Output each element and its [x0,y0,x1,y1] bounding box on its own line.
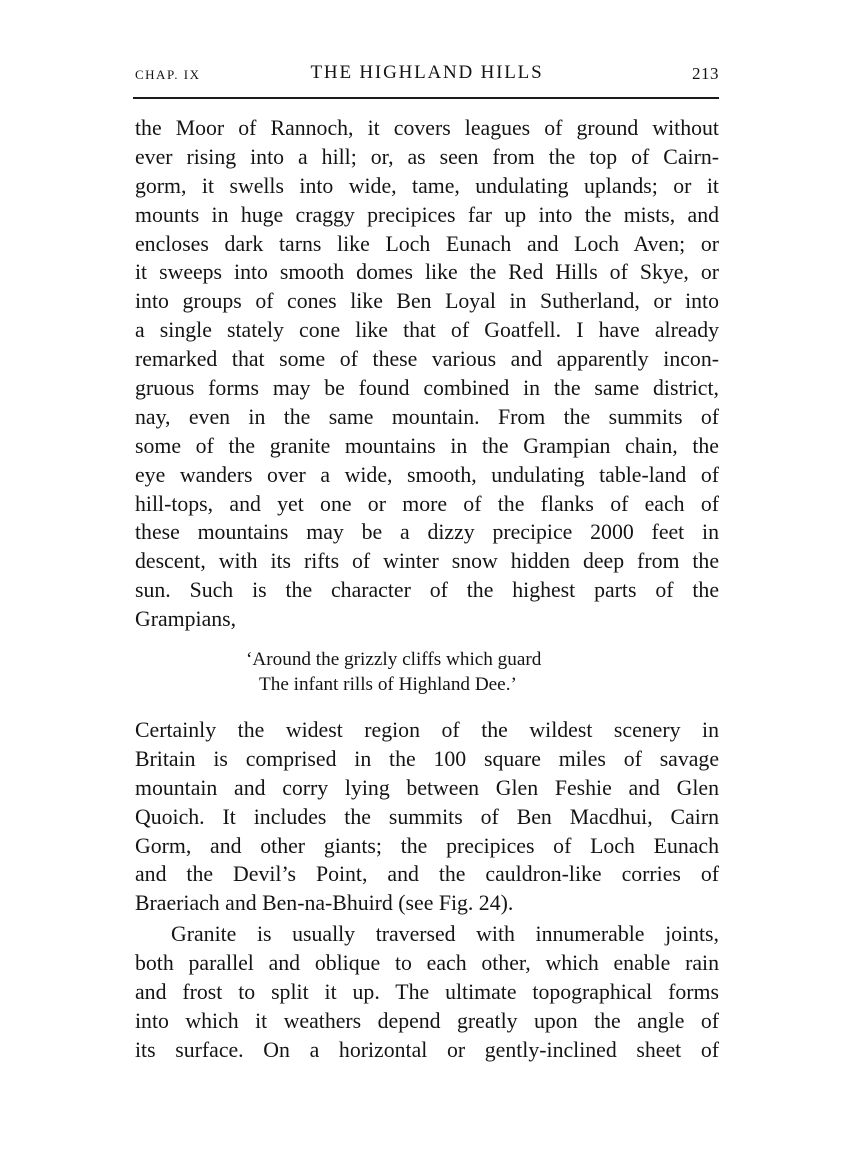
text-line: into groups of cones like Ben Loyal in Sutherland, or into [135,289,719,314]
text-line: eye wanders over a wide, smooth, undulating table-land of [135,462,719,487]
text-line: Granite is usually traversed with innumerable joints, [171,922,719,946]
chapter-label: CHAP. IX [135,67,201,82]
text-line: mountain and corry lying between Glen Feshie and Glen [135,775,719,800]
text-line: gruous forms may be found combined in the same district, [135,376,719,401]
text-line: Britain is comprised in the 100 square miles of savage [135,746,719,771]
running-head [135,62,719,86]
verse-line-2: The infant rills of Highland Dee.’ [259,673,517,695]
text-line: mounts in huge craggy precipices far up into the mists, and [135,202,719,227]
text-line: encloses dark tarns like Loch Eunach and Loch Aven; or [135,231,719,256]
text-line: it sweeps into smooth domes like the Red Hills of Skye, or [135,260,719,285]
text-line: hill-tops, and yet one or more of the flanks of each of [135,491,719,516]
paragraph-3 [135,920,719,1064]
text-line: and the Devil’s Point, and the cauldron-like corries of [135,862,719,887]
text-line: remarked that some of these various and apparently incon- [135,347,719,372]
text-line: the Moor of Rannoch, it covers leagues of ground without [135,116,719,140]
text-line: gorm, it swells into wide, tame, undulating uplands; or it [135,173,719,198]
verse-line-1: ‘Around the grizzly cliffs which guard [246,649,542,670]
text-line: Certainly the widest region of the wildest scenery in [135,718,719,742]
text-line: Quoich. It includes the summits of Ben Macdhui, Cairn [135,804,719,829]
verse-quotation [246,648,666,697]
text-line: both parallel and oblique to each other, which enable rain [135,950,719,975]
header-rule [133,97,719,99]
chapter-title: THE HIGHLAND HILLS [310,62,544,83]
text-line: Braeriach and Ben-na-Bhuird (see Fig. 24). [135,891,514,916]
text-line: these mountains may be a dizzy precipice 2000 feet in [135,520,719,545]
text-line: some of the granite mountains in the Grampian chain, the [135,433,719,458]
text-line: descent, with its rifts of winter snow hidden deep from the [135,549,719,574]
text-line: nay, even in the same mountain. From the summits of [135,404,719,429]
text-line: into which it weathers depend greatly upon the angle of [135,1008,719,1033]
text-line: sun. Such is the character of the highest parts of the [135,578,719,603]
text-line: Grampians, [135,607,237,632]
text-line: a single stately cone like that of Goatfell. I have already [135,318,719,343]
paragraph-2 [135,716,719,918]
paragraph-1 [135,114,719,634]
text-line: its surface. On a horizontal or gently-inclined sheet of [135,1037,719,1062]
text-line: ever rising into a hill; or, as seen from the top of Cairn- [135,144,719,169]
text-line: Gorm, and other giants; the precipices of Loch Eunach [135,833,719,858]
page-number: 213 [692,64,719,83]
text-line: and frost to split it up. The ultimate topographical forms [135,979,719,1004]
